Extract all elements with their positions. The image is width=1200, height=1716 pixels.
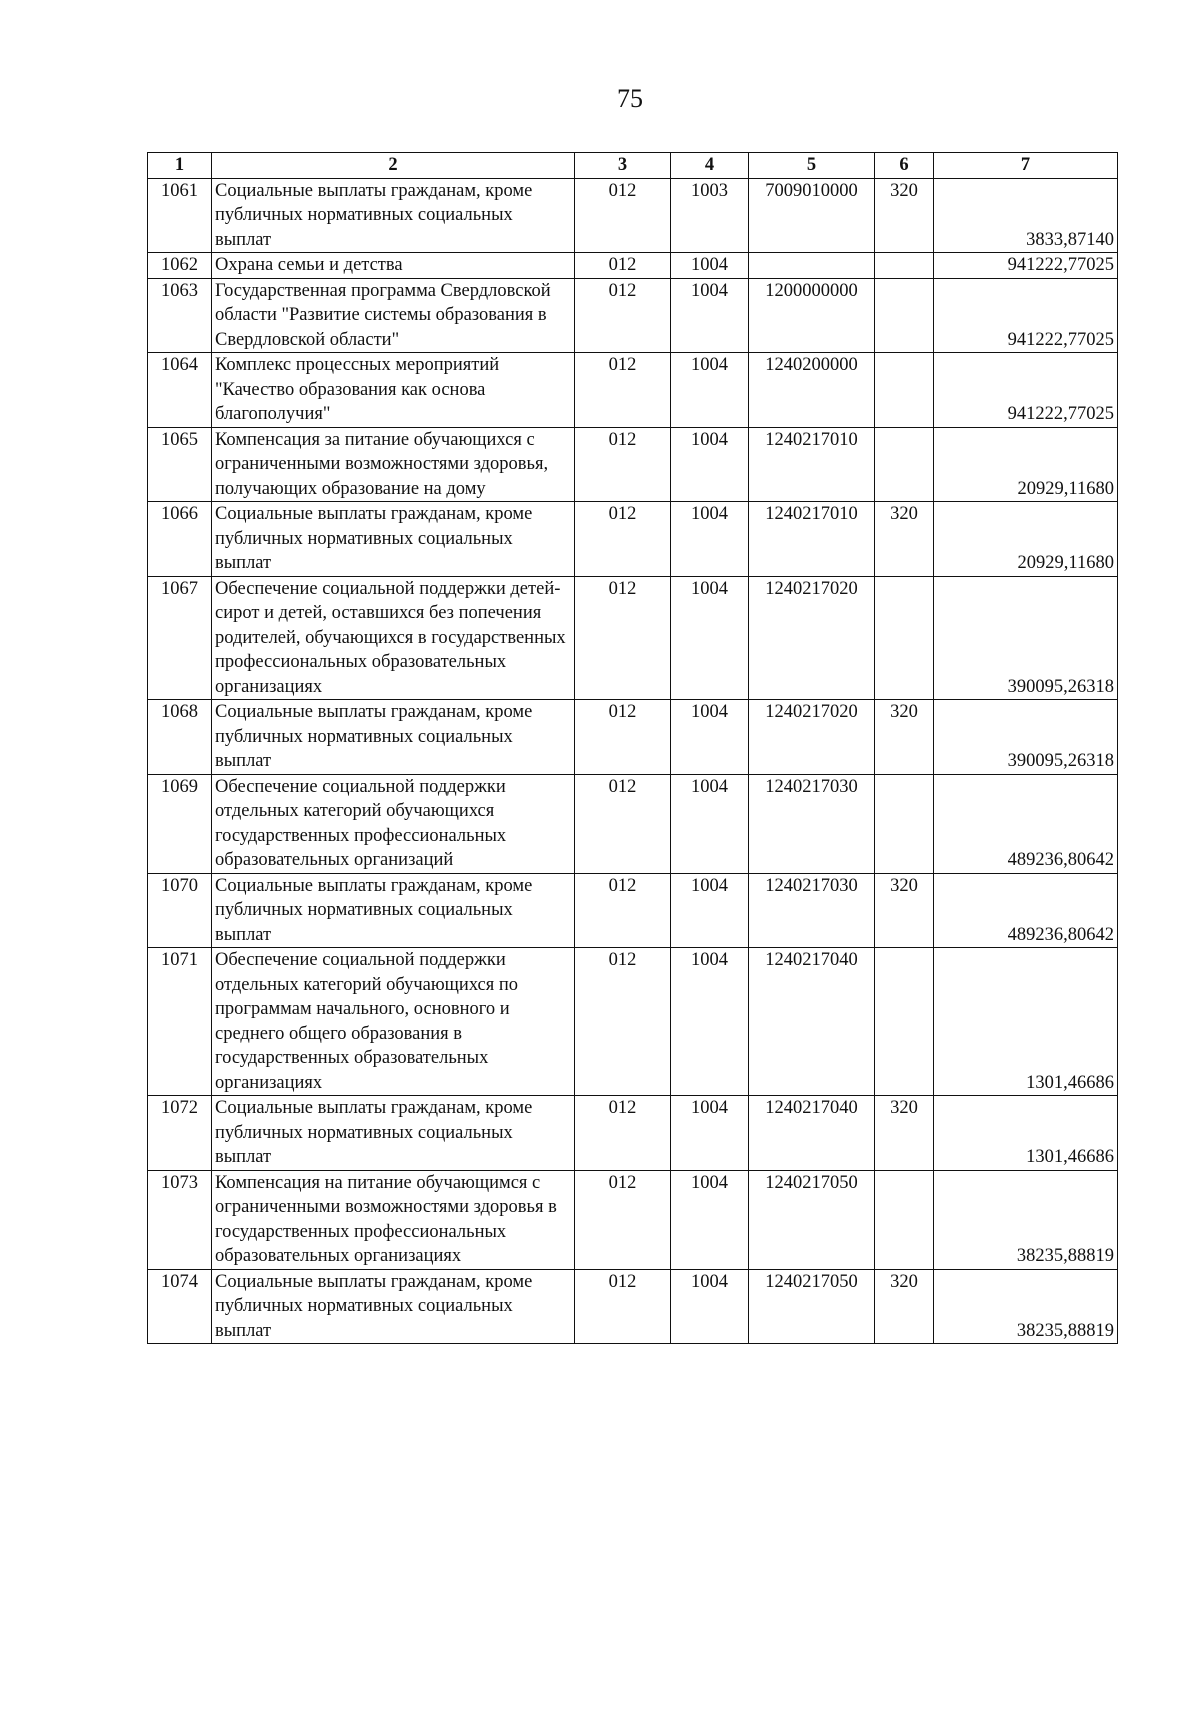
column-3-cell: 012: [575, 1269, 671, 1344]
column-4-cell: 1004: [671, 1269, 749, 1344]
column-5-cell: 1240200000: [749, 353, 875, 428]
row-name-cell: Социальные выплаты гражданам, кроме публичных нормативных социальных выплат: [212, 178, 575, 253]
column-6-cell: 320: [875, 502, 934, 577]
column-6-cell: 320: [875, 1096, 934, 1171]
amount-cell: 20929,11680: [934, 427, 1118, 502]
row-number-cell: 1065: [148, 427, 212, 502]
column-header: 3: [575, 153, 671, 179]
column-6-cell: [875, 774, 934, 873]
column-4-cell: 1004: [671, 253, 749, 279]
column-5-cell: 1240217050: [749, 1269, 875, 1344]
column-6-cell: [875, 353, 934, 428]
row-number-cell: 1068: [148, 700, 212, 775]
column-header: 6: [875, 153, 934, 179]
column-3-cell: 012: [575, 774, 671, 873]
column-header: 5: [749, 153, 875, 179]
column-6-cell: [875, 427, 934, 502]
budget-table: [147, 152, 1118, 1344]
row-number-cell: 1062: [148, 253, 212, 279]
row-name-cell: Социальные выплаты гражданам, кроме публичных нормативных социальных выплат: [212, 700, 575, 775]
row-number-cell: 1072: [148, 1096, 212, 1171]
amount-cell: 941222,77025: [934, 253, 1118, 279]
column-5-cell: 1200000000: [749, 278, 875, 353]
table-header-row: [148, 153, 1118, 179]
column-6-cell: 320: [875, 700, 934, 775]
column-3-cell: 012: [575, 1170, 671, 1269]
column-5-cell: 1240217030: [749, 774, 875, 873]
column-5-cell: 1240217050: [749, 1170, 875, 1269]
column-6-cell: 320: [875, 873, 934, 948]
table-row: [148, 502, 1118, 577]
row-number-cell: 1067: [148, 576, 212, 700]
column-4-cell: 1004: [671, 278, 749, 353]
amount-cell: 3833,87140: [934, 178, 1118, 253]
column-5-cell: 1240217010: [749, 502, 875, 577]
column-6-cell: [875, 278, 934, 353]
column-4-cell: 1004: [671, 502, 749, 577]
column-3-cell: 012: [575, 576, 671, 700]
table-row: [148, 427, 1118, 502]
table-row: [148, 1096, 1118, 1171]
column-3-cell: 012: [575, 427, 671, 502]
column-4-cell: 1004: [671, 873, 749, 948]
row-number-cell: 1064: [148, 353, 212, 428]
row-name-cell: Обеспечение социальной поддержки отдельных категорий обучающихся государственных профессиональных образовательных организаций: [212, 774, 575, 873]
column-4-cell: 1004: [671, 1170, 749, 1269]
column-6-cell: [875, 253, 934, 279]
table-row: [148, 178, 1118, 253]
amount-cell: 20929,11680: [934, 502, 1118, 577]
table-row: [148, 278, 1118, 353]
column-header: 2: [212, 153, 575, 179]
column-4-cell: 1003: [671, 178, 749, 253]
column-6-cell: 320: [875, 178, 934, 253]
amount-cell: 390095,26318: [934, 576, 1118, 700]
column-3-cell: 012: [575, 253, 671, 279]
row-name-cell: Обеспечение социальной поддержки детей-сирот и детей, оставшихся без попечения родителей, обучающихся в государственных профессиональных образовательных организациях: [212, 576, 575, 700]
column-5-cell: 1240217020: [749, 700, 875, 775]
row-number-cell: 1066: [148, 502, 212, 577]
column-4-cell: 1004: [671, 948, 749, 1096]
table-row: [148, 253, 1118, 279]
amount-cell: 489236,80642: [934, 873, 1118, 948]
column-5-cell: 7009010000: [749, 178, 875, 253]
column-4-cell: 1004: [671, 353, 749, 428]
row-number-cell: 1073: [148, 1170, 212, 1269]
column-3-cell: 012: [575, 502, 671, 577]
row-name-cell: Компенсация на питание обучающимся с ограниченными возможностями здоровья в государственных профессиональных образовательных организациях: [212, 1170, 575, 1269]
row-number-cell: 1069: [148, 774, 212, 873]
column-3-cell: 012: [575, 1096, 671, 1171]
row-name-cell: Социальные выплаты гражданам, кроме публичных нормативных социальных выплат: [212, 1269, 575, 1344]
column-3-cell: 012: [575, 873, 671, 948]
row-name-cell: Государственная программа Свердловской области "Развитие системы образования в Свердловской области": [212, 278, 575, 353]
table-row: [148, 353, 1118, 428]
row-number-cell: 1070: [148, 873, 212, 948]
amount-cell: 489236,80642: [934, 774, 1118, 873]
column-5-cell: 1240217040: [749, 1096, 875, 1171]
table-row: [148, 1170, 1118, 1269]
column-4-cell: 1004: [671, 774, 749, 873]
row-number-cell: 1074: [148, 1269, 212, 1344]
table-row: [148, 948, 1118, 1096]
row-name-cell: Социальные выплаты гражданам, кроме публичных нормативных социальных выплат: [212, 502, 575, 577]
column-3-cell: 012: [575, 278, 671, 353]
row-name-cell: Охрана семьи и детства: [212, 253, 575, 279]
row-number-cell: 1061: [148, 178, 212, 253]
column-header: 4: [671, 153, 749, 179]
row-name-cell: Компенсация за питание обучающихся с ограниченными возможностями здоровья, получающих образование на дому: [212, 427, 575, 502]
column-4-cell: 1004: [671, 576, 749, 700]
amount-cell: 38235,88819: [934, 1269, 1118, 1344]
column-6-cell: [875, 1170, 934, 1269]
row-number-cell: 1071: [148, 948, 212, 1096]
column-4-cell: 1004: [671, 700, 749, 775]
table-row: [148, 1269, 1118, 1344]
column-6-cell: 320: [875, 1269, 934, 1344]
column-5-cell: [749, 253, 875, 279]
amount-cell: 1301,46686: [934, 1096, 1118, 1171]
column-3-cell: 012: [575, 700, 671, 775]
page-number: 75: [617, 84, 643, 113]
table-row: [148, 873, 1118, 948]
column-3-cell: 012: [575, 948, 671, 1096]
column-5-cell: 1240217040: [749, 948, 875, 1096]
column-6-cell: [875, 576, 934, 700]
column-header: 1: [148, 153, 212, 179]
table-row: [148, 576, 1118, 700]
amount-cell: 390095,26318: [934, 700, 1118, 775]
column-6-cell: [875, 948, 934, 1096]
column-5-cell: 1240217010: [749, 427, 875, 502]
amount-cell: 941222,77025: [934, 278, 1118, 353]
table-row: [148, 700, 1118, 775]
table-body: [148, 178, 1118, 1344]
amount-cell: 1301,46686: [934, 948, 1118, 1096]
column-3-cell: 012: [575, 178, 671, 253]
row-name-cell: Социальные выплаты гражданам, кроме публичных нормативных социальных выплат: [212, 873, 575, 948]
column-4-cell: 1004: [671, 427, 749, 502]
amount-cell: 38235,88819: [934, 1170, 1118, 1269]
column-3-cell: 012: [575, 353, 671, 428]
row-name-cell: Социальные выплаты гражданам, кроме публичных нормативных социальных выплат: [212, 1096, 575, 1171]
row-name-cell: Комплекс процессных мероприятий "Качество образования как основа благополучия": [212, 353, 575, 428]
column-5-cell: 1240217030: [749, 873, 875, 948]
row-number-cell: 1063: [148, 278, 212, 353]
row-name-cell: Обеспечение социальной поддержки отдельных категорий обучающихся по программам начального, основного и среднего общего образования в государственных образовательных организациях: [212, 948, 575, 1096]
column-5-cell: 1240217020: [749, 576, 875, 700]
column-header: 7: [934, 153, 1118, 179]
column-4-cell: 1004: [671, 1096, 749, 1171]
table-row: [148, 774, 1118, 873]
amount-cell: 941222,77025: [934, 353, 1118, 428]
